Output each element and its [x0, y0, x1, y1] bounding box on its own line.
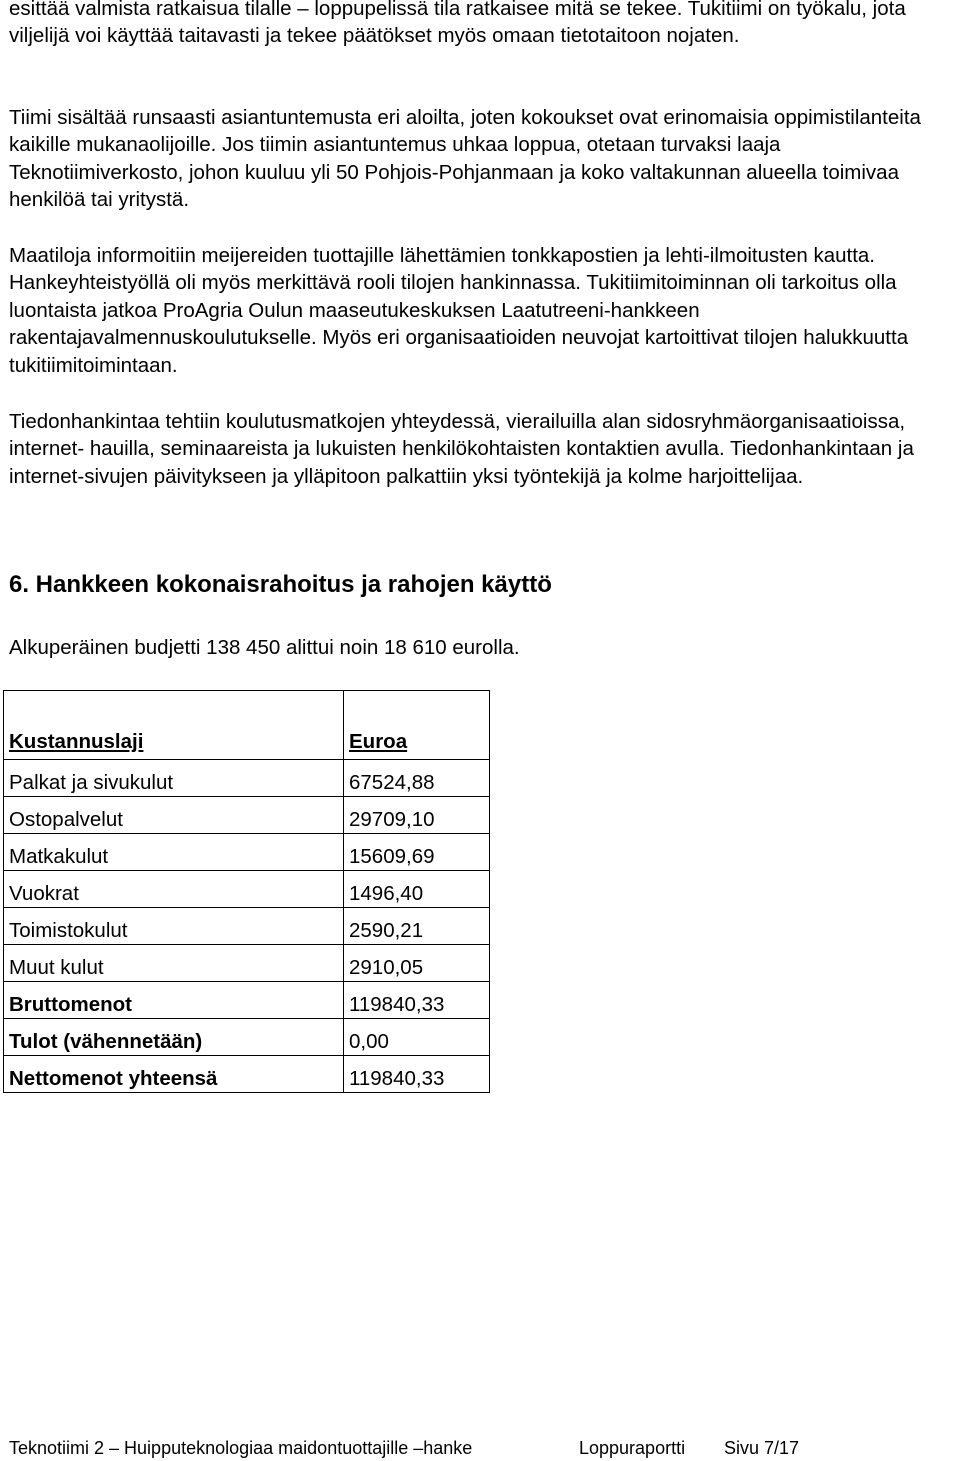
header-cost-type: Kustannuslaji [4, 691, 344, 760]
table-header-row [4, 691, 490, 760]
paragraph: esittää valmista ratkaisua tilalle – loppupelissä tila ratkaisee mitä se tekee. Tukitiimi on työkalu, jota viljelijä voi käyttää taitavasti ja tekee päätökset myös omaan tietotaitoon nojaten. [9, 0, 906, 48]
paragraph: Maatiloja informoitiin meijereiden tuottajille lähettämien tonkkapostien ja lehti-ilmoitusten kautta. Hankeyhteistyöllä oli myös merkittävä rooli tilojen hankinnassa. Tukitiimitoiminnan oli tarkoitus olla luontaista jatkoa ProAgria Oulun maaseutukeskuksen Laatutreeni-hankkeen rakentajavalmennuskoulutukselle. Myös eri organisaatioiden neuvojat kartoittivat tilojen halukkuutta tukitiimitoimintaan. [9, 244, 909, 377]
paragraph: Tiedonhankintaa tehtiin koulutusmatkojen yhteydessä, vierailuilla alan sidosryhmäorganisaatioissa, internet- hauilla, seminaareista ja lukuisten henkilökohtaisten kontaktien avulla. Tiedonhankintaan ja internet-sivujen päivitykseen ja ylläpitoon palkattiin yksi työntekijä ja kolme harjoittelijaa. [9, 410, 914, 488]
cost-type-cell: Vuokrat [4, 871, 344, 908]
footer-report: Loppuraportti [579, 1438, 686, 1458]
amount-cell: 67524,88 [344, 760, 490, 797]
table-row [4, 982, 490, 1019]
table-row [4, 1019, 490, 1056]
table-row [4, 1056, 490, 1093]
amount-cell: 29709,10 [344, 797, 490, 834]
amount-cell: 0,00 [344, 1019, 490, 1056]
table-row [4, 760, 490, 797]
cost-type-cell: Nettomenot yhteensä [4, 1056, 344, 1093]
amount-cell: 15609,69 [344, 834, 490, 871]
table-row [4, 945, 490, 982]
cost-type-cell: Bruttomenot [4, 982, 344, 1019]
cost-type-cell: Toimistokulut [4, 908, 344, 945]
cost-type-cell: Muut kulut [4, 945, 344, 982]
cost-type-cell: Palkat ja sivukulut [4, 760, 344, 797]
footer-project: Teknotiimi 2 – Huipputeknologiaa maidontuottajille –hanke [9, 1438, 473, 1458]
cost-type-cell: Ostopalvelut [4, 797, 344, 834]
table-row [4, 797, 490, 834]
section-heading: 6. Hankkeen kokonaisrahoitus ja rahojen käyttö [9, 571, 552, 598]
amount-cell: 2910,05 [344, 945, 490, 982]
header-euros: Euroa [344, 691, 490, 760]
amount-cell: 119840,33 [344, 982, 490, 1019]
table-row [4, 871, 490, 908]
paragraph: Tiimi sisältää runsaasti asiantuntemusta eri aloilta, joten kokoukset ovat erinomaisia oppimistilanteita kaikille mukanaolijoille. Jos tiimin asiantuntemus uhkaa loppua, otetaan turvaksi laaja Teknotiimiverkosto, johon kuuluu yli 50 Pohjois-Pohjanmaan ja koko valtakunnan alueella toimivaa henkilöä tai yritystä. [9, 106, 921, 212]
table-row [4, 834, 490, 871]
amount-cell: 2590,21 [344, 908, 490, 945]
cost-type-cell: Tulot (vähennetään) [4, 1019, 344, 1056]
amount-cell: 1496,40 [344, 871, 490, 908]
table-row [4, 908, 490, 945]
footer-page-number: Sivu 7/17 [724, 1438, 800, 1458]
budget-text: Alkuperäinen budjetti 138 450 alittui noin 18 610 eurolla. [9, 636, 520, 659]
page-footer [9, 1436, 799, 1460]
cost-table [3, 690, 490, 1093]
cost-type-cell: Matkakulut [4, 834, 344, 871]
amount-cell: 119840,33 [344, 1056, 490, 1093]
